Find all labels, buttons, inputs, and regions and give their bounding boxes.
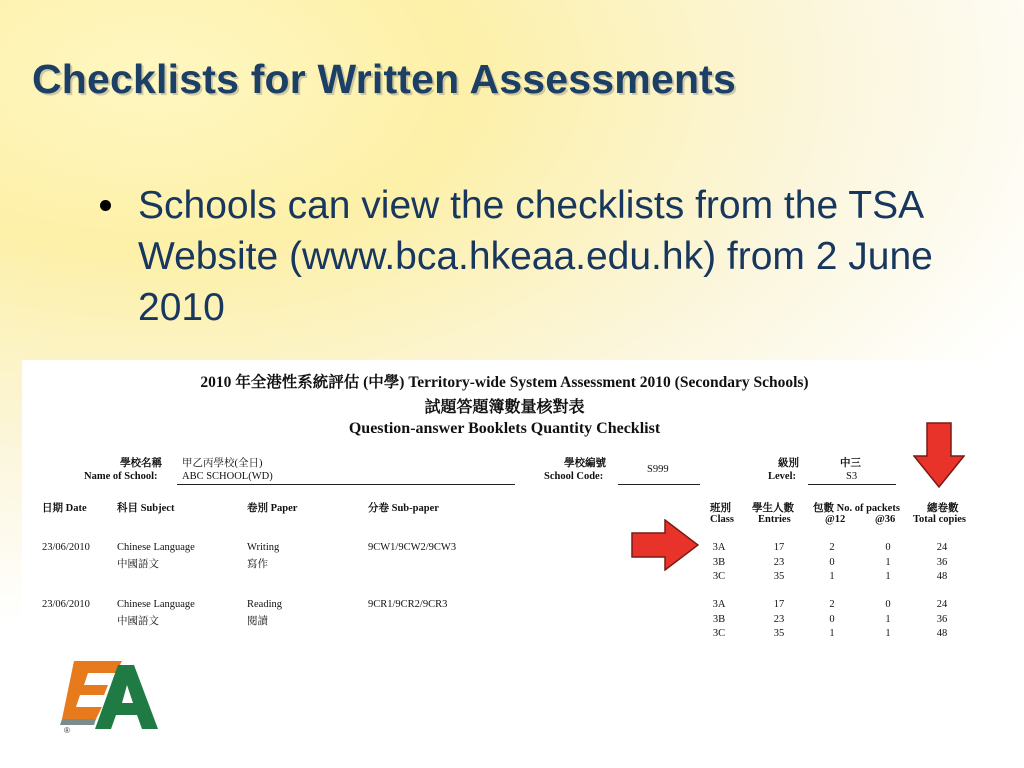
row-total: 24 xyxy=(936,542,948,553)
row-entries: 35 xyxy=(773,628,785,638)
row-date: 23/06/2010 xyxy=(42,599,90,610)
row-total: 48 xyxy=(936,571,948,582)
row-paper-zh: 閱讀 xyxy=(247,616,268,627)
row-subject-zh: 中國語文 xyxy=(117,559,159,570)
level-label-en: Level: xyxy=(768,471,796,482)
row-subpaper: 9CR1/9CR2/9CR3 xyxy=(368,599,448,610)
col-header-entries-en: Entries xyxy=(758,514,791,525)
row-subject-en: Chinese Language xyxy=(117,542,195,553)
row-p12: 2 xyxy=(829,599,835,610)
slide-title: Checklists for Written Assessments xyxy=(32,56,737,102)
doc-title-line-2: 試題答題簿數量核對表 xyxy=(424,399,585,416)
row-paper-zh: 寫作 xyxy=(247,559,268,570)
row-cls: 3A xyxy=(712,599,726,610)
row-paper-en: Writing xyxy=(247,542,280,553)
school-name-label-en: Name of School: xyxy=(84,471,158,482)
row-p12: 0 xyxy=(829,613,835,625)
col-header-packets-12: @12 xyxy=(825,514,846,525)
col-header-packets-36: @36 xyxy=(875,514,896,525)
level-underline xyxy=(808,484,896,485)
row-paper-en: Reading xyxy=(247,599,282,610)
row-entries: 17 xyxy=(773,542,785,553)
row-subpaper: 9CW1/9CW2/9CW3 xyxy=(368,542,457,553)
row-p12: 1 xyxy=(829,571,835,582)
row-p36: 1 xyxy=(885,628,891,638)
row-total: 36 xyxy=(936,556,948,568)
row-p36: 0 xyxy=(885,542,891,553)
row-total: 48 xyxy=(936,628,948,638)
school-code-underline xyxy=(618,484,700,485)
row-cls: 3C xyxy=(712,628,726,638)
level-value-zh: 中三 xyxy=(840,458,861,469)
col-header-subpaper: 分卷 Sub-paper xyxy=(368,503,439,514)
right-arrow-icon xyxy=(631,519,699,571)
doc-title-line-3: Question-answer Booklets Quantity Checklist xyxy=(348,420,661,437)
col-header-paper: 卷別 Paper xyxy=(247,503,298,514)
school-name-zh: 甲乙丙學校(全日) xyxy=(182,458,263,469)
row-p12: 0 xyxy=(829,556,835,568)
row-subject-zh: 中國語文 xyxy=(117,616,159,627)
school-code-value: S999 xyxy=(647,464,669,475)
row-p12: 2 xyxy=(829,542,835,553)
row-entries: 35 xyxy=(773,571,785,582)
row-p36: 1 xyxy=(885,556,891,568)
col-header-class-en: Class xyxy=(710,514,734,525)
school-code-label-zh: 學校編號 xyxy=(564,458,606,469)
row-entries: 23 xyxy=(773,613,785,625)
col-header-class-zh: 班別 xyxy=(710,503,731,514)
checklist-document-image xyxy=(22,360,987,638)
row-cls: 3C xyxy=(712,571,726,582)
row-p36: 1 xyxy=(885,571,891,582)
col-header-date: 日期 Date xyxy=(42,503,87,514)
bullet-list xyxy=(100,180,980,333)
bullet-marker xyxy=(100,200,111,211)
row-cls: 3B xyxy=(712,556,726,568)
school-name-label-zh: 學校名稱 xyxy=(120,458,162,469)
row-p12: 1 xyxy=(829,628,835,638)
row-cls: 3A xyxy=(712,542,726,553)
col-header-packets: 包數 No. of packets xyxy=(813,503,900,514)
level-label-zh: 級別 xyxy=(778,458,799,469)
row-entries: 17 xyxy=(773,599,785,610)
row-entries: 23 xyxy=(773,556,785,568)
row-p36: 1 xyxy=(885,613,891,625)
registered-mark: ® xyxy=(64,726,70,735)
row-cls: 3B xyxy=(712,613,726,625)
col-header-entries-zh: 學生人數 xyxy=(752,503,794,514)
level-value-en: S3 xyxy=(846,471,858,482)
row-total: 36 xyxy=(936,613,948,625)
school-name-en: ABC SCHOOL(WD) xyxy=(182,471,273,482)
school-name-underline xyxy=(177,484,515,485)
bullet-text: Schools can view the checklists from the TSA Website (www.bca.hkeaa.edu.hk) from 2 June 2010 xyxy=(138,184,933,329)
school-code-label-en: School Code: xyxy=(544,471,604,482)
row-date: 23/06/2010 xyxy=(42,542,90,553)
doc-title-line-1: 2010 年全港性系統評估 (中學) Territory-wide System Assessment 2010 (Secondary Schools) xyxy=(200,374,809,391)
row-subject-en: Chinese Language xyxy=(117,599,195,610)
col-header-total-zh: 總卷數 xyxy=(927,503,959,514)
down-arrow-icon xyxy=(913,422,965,488)
hkeaa-logo xyxy=(60,655,160,735)
col-header-subject: 科目 Subject xyxy=(117,503,175,514)
col-header-total-en: Total copies xyxy=(913,514,966,525)
row-p36: 0 xyxy=(885,599,891,610)
row-total: 24 xyxy=(936,599,948,610)
